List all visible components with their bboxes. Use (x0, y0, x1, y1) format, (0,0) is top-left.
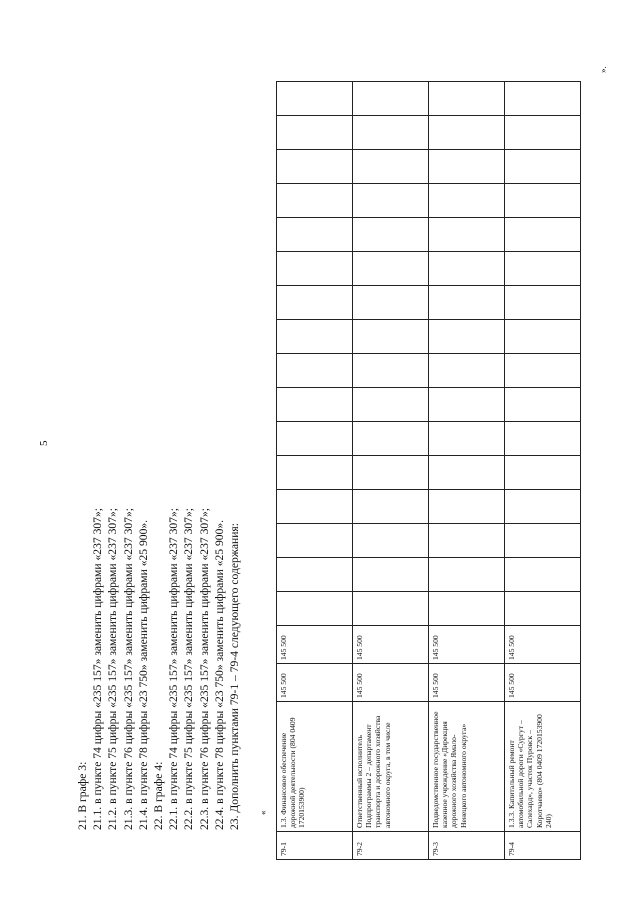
empty-cell (429, 82, 505, 116)
empty-cell (429, 490, 505, 524)
empty-cell (353, 558, 429, 592)
empty-cell (353, 388, 429, 422)
empty-cell (353, 116, 429, 150)
instruction-line: 22. В графе 4: (152, 761, 166, 830)
table-row (353, 82, 429, 860)
description-cell: Ответственный исполнитель Подпрограммы 2 – департамент транспорта и дорожного хозяйства автономного округа, в том числе (353, 702, 429, 832)
empty-cell (429, 422, 505, 456)
description-cell: 1.3. Финансовое обеспечение дорожной деятельности (804 0409 1720153900) (277, 702, 353, 832)
row-number-cell: 79-4 (505, 832, 581, 860)
empty-cell (429, 354, 505, 388)
empty-cell (277, 286, 353, 320)
empty-cell (505, 286, 581, 320)
empty-cell (505, 354, 581, 388)
closing-quote: ». (598, 66, 608, 73)
instruction-line: 23. Дополнить пунктами 79-1 – 79-4 следующего содержания: (228, 523, 242, 830)
value-cell: 145 500 (505, 626, 581, 664)
empty-cell (505, 150, 581, 184)
empty-cell (353, 592, 429, 626)
empty-cell (429, 116, 505, 150)
instruction-line: 22.3. в пункте 76 цифры «235 157» заменить цифрами «237 307»; (197, 508, 211, 830)
empty-cell (277, 82, 353, 116)
row-number-cell: 79-1 (277, 832, 353, 860)
empty-cell (429, 184, 505, 218)
empty-cell (429, 388, 505, 422)
table-row (277, 82, 353, 860)
empty-cell (277, 456, 353, 490)
instruction-line: 21.1. в пункте 74 цифры «235 157» заменить цифрами «237 307»; (91, 508, 105, 830)
value-cell: 145 500 (505, 664, 581, 702)
empty-cell (505, 558, 581, 592)
instruction-line: 22.2. в пункте 75 цифры «235 157» заменить цифрами «237 307»; (182, 508, 196, 830)
value-cell: 145 500 (429, 664, 505, 702)
empty-cell (353, 184, 429, 218)
empty-cell (429, 218, 505, 252)
empty-cell (505, 252, 581, 286)
table-row (505, 82, 581, 860)
value-cell: 145 500 (353, 626, 429, 664)
amendment-instructions (75, 410, 242, 830)
empty-cell (277, 116, 353, 150)
amendment-table (276, 81, 581, 860)
empty-cell (353, 150, 429, 184)
empty-cell (353, 320, 429, 354)
instruction-line: 22.4. в пункте 78 цифры «23 750» заменить цифрами «25 900». (212, 519, 226, 830)
empty-cell (277, 184, 353, 218)
empty-cell (353, 354, 429, 388)
empty-cell (353, 524, 429, 558)
empty-cell (429, 456, 505, 490)
instruction-line: 22.1. в пункте 74 цифры «235 157» заменить цифрами «237 307»; (167, 508, 181, 830)
page-number: 5 (38, 440, 50, 446)
instruction-line: 21.2. в пункте 75 цифры «235 157» заменить цифрами «237 307»; (106, 508, 120, 830)
empty-cell (353, 218, 429, 252)
empty-cell (429, 524, 505, 558)
empty-cell (429, 592, 505, 626)
value-cell: 145 500 (277, 664, 353, 702)
empty-cell (277, 150, 353, 184)
empty-cell (429, 320, 505, 354)
row-number-cell: 79-3 (429, 832, 505, 860)
empty-cell (505, 184, 581, 218)
opening-quote: « (258, 810, 268, 815)
empty-cell (429, 558, 505, 592)
instruction-line: 21.3. в пункте 76 цифры «235 157» заменить цифрами «237 307»; (121, 508, 135, 830)
empty-cell (429, 150, 505, 184)
empty-cell (277, 490, 353, 524)
instruction-line: 21. В графе 3: (76, 761, 89, 830)
value-cell: 145 500 (277, 626, 353, 664)
empty-cell (505, 320, 581, 354)
value-cell: 145 500 (353, 664, 429, 702)
table-row (429, 82, 505, 860)
empty-cell (353, 252, 429, 286)
empty-cell (277, 558, 353, 592)
empty-cell (277, 388, 353, 422)
empty-cell (505, 490, 581, 524)
empty-cell (353, 456, 429, 490)
empty-cell (505, 524, 581, 558)
empty-cell (505, 592, 581, 626)
empty-cell (429, 252, 505, 286)
empty-cell (505, 388, 581, 422)
empty-cell (277, 524, 353, 558)
empty-cell (505, 218, 581, 252)
empty-cell (505, 422, 581, 456)
empty-cell (277, 218, 353, 252)
empty-cell (505, 456, 581, 490)
empty-cell (505, 116, 581, 150)
description-cell: 1.3.3. Капитальный ремонт автомобильной дороги «Сургут – Салехард», участок Пуровск – Коротчаево» (804 0409 1720153900 240) (505, 702, 581, 832)
empty-cell (277, 422, 353, 456)
row-number-cell: 79-2 (353, 832, 429, 860)
empty-cell (353, 490, 429, 524)
empty-cell (277, 354, 353, 388)
instruction-line: 21.4. в пункте 78 цифры «23 750» заменить цифрами «25 900». (136, 519, 150, 830)
value-cell: 145 500 (429, 626, 505, 664)
empty-cell (277, 592, 353, 626)
empty-cell (353, 286, 429, 320)
empty-cell (277, 320, 353, 354)
description-cell: Подведомственное государственное казенное учреждение «Дирекция дорожного хозяйства Ямало-Ненецкого автономного округа» (429, 702, 505, 832)
empty-cell (505, 82, 581, 116)
empty-cell (277, 252, 353, 286)
empty-cell (353, 422, 429, 456)
empty-cell (353, 82, 429, 116)
empty-cell (429, 286, 505, 320)
